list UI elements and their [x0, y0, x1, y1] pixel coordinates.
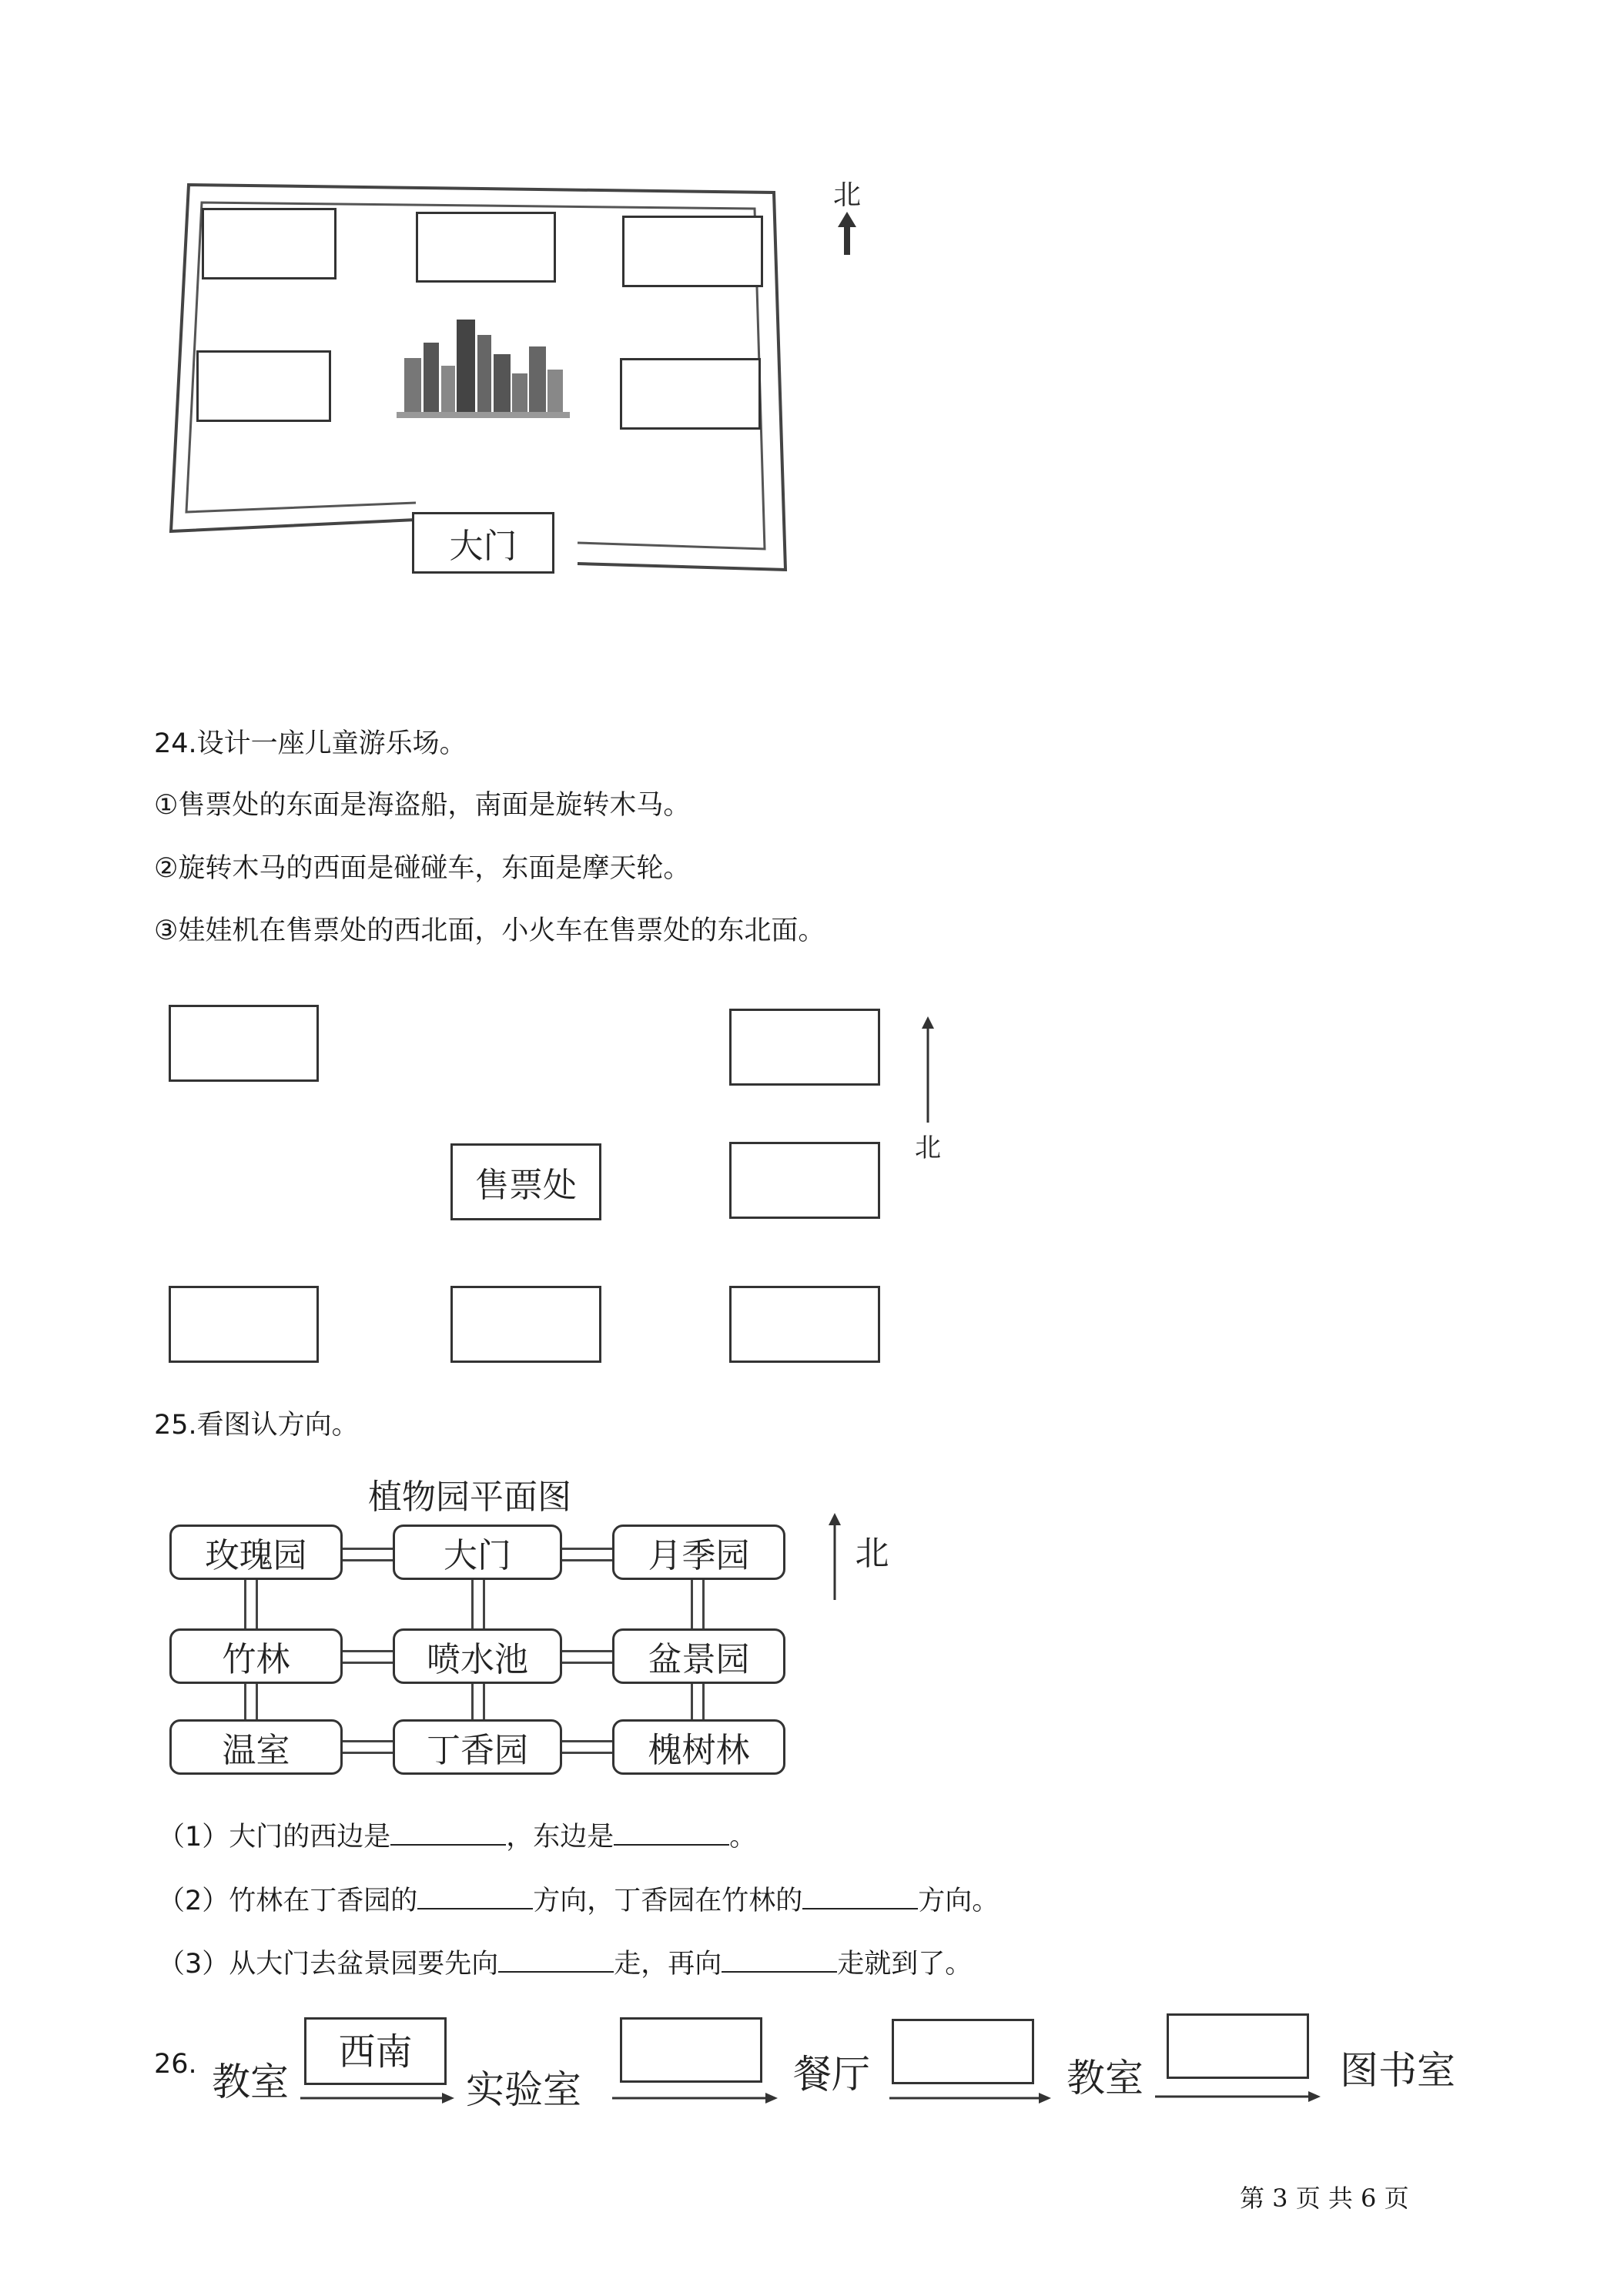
q25-sub2-part-a: （2）竹林在丁香园的	[158, 1886, 418, 1916]
park-map-figure	[154, 181, 793, 581]
q25-compass-label: 北	[855, 1533, 889, 1573]
q24-compass-label: 北	[915, 1133, 941, 1163]
north-arrow-icon	[835, 210, 859, 256]
botanical-map-title: 植物园平面图	[368, 1478, 571, 1517]
q24-clue-1: ①售票处的东面是海盗船，南面是旋转木马。	[154, 790, 691, 821]
q24-clue-2: ②旋转木马的西面是碰碰车，东面是摩天轮。	[154, 853, 691, 884]
page-footer: 第 3 页 共 6 页	[1240, 2184, 1409, 2213]
answer-blank[interactable]	[417, 1885, 533, 1909]
playground-box-s[interactable]	[450, 1286, 601, 1363]
q25-sub3-part-b: 走，再向	[614, 1949, 722, 1980]
park-compass	[828, 176, 866, 260]
garden-bonsai: 盆景园	[612, 1628, 785, 1684]
q25-north-arrow-icon	[825, 1513, 844, 1602]
connector	[691, 1578, 705, 1632]
connector	[244, 1681, 258, 1723]
park-slot-1	[202, 208, 337, 279]
gate-label: 大门	[449, 527, 517, 566]
route-place-2: 实验室	[466, 2067, 581, 2112]
q25-sub2	[158, 1885, 999, 1917]
q25-sub1-part-b: ，东边是	[506, 1822, 614, 1853]
answer-blank[interactable]	[614, 1821, 729, 1846]
connector	[343, 1650, 393, 1664]
ticket-office-label: 售票处	[475, 1166, 577, 1205]
garden-chinese-rose: 月季园	[612, 1525, 785, 1580]
answer-blank[interactable]	[498, 1948, 614, 1973]
route-arrow-icon	[612, 2087, 778, 2110]
q24-north-arrow-icon	[919, 1016, 937, 1124]
garden-bamboo: 竹林	[169, 1628, 343, 1684]
q25-sub1-part-c: 。	[729, 1822, 757, 1853]
route-answer-box-3[interactable]	[892, 2019, 1034, 2084]
garden-gate: 大门	[393, 1525, 562, 1580]
route-arrow-icon	[300, 2087, 454, 2110]
garden-greenhouse: 温室	[169, 1719, 343, 1775]
q25-sub2-part-c: 方向。	[918, 1886, 1000, 1916]
route-answer-box-4[interactable]	[1167, 2013, 1309, 2079]
route-arrow-icon	[1155, 2085, 1321, 2108]
q26-number: 26.	[154, 2049, 197, 2080]
connector	[471, 1681, 485, 1723]
playground-box-sw[interactable]	[169, 1286, 319, 1363]
q25-sub2-part-b: 方向，丁香园在竹林的	[533, 1886, 803, 1916]
answer-blank[interactable]	[390, 1821, 506, 1846]
q25-sub3-part-a: （3）从大门去盆景园要先向	[158, 1949, 499, 1980]
garden-rose: 玫瑰园	[169, 1525, 343, 1580]
q24-title: 24.设计一座儿童游乐场。	[154, 728, 467, 759]
connector	[471, 1578, 485, 1632]
playground-box-nw[interactable]	[169, 1005, 319, 1082]
answer-blank[interactable]	[802, 1885, 918, 1909]
connector	[343, 1740, 393, 1754]
route-answer-1: 西南	[338, 2030, 413, 2073]
playground-box-se[interactable]	[729, 1286, 880, 1363]
q25-sub1	[158, 1821, 756, 1853]
garden-lilac: 丁香园	[393, 1719, 562, 1775]
park-slot-5	[620, 358, 761, 430]
route-arrow-icon	[889, 2087, 1051, 2110]
botanical-map	[169, 1521, 801, 1775]
q24-clue-3: ③娃娃机在售票处的西北面，小火车在售票处的东北面。	[154, 915, 825, 946]
connector	[562, 1650, 612, 1664]
playground-box-ne[interactable]	[729, 1009, 880, 1086]
garden-locust: 槐树林	[612, 1719, 785, 1775]
connector	[562, 1740, 612, 1754]
connector	[691, 1681, 705, 1723]
park-slot-4	[196, 350, 331, 422]
route-place-5: 图书室	[1340, 2048, 1455, 2093]
playground-box-e[interactable]	[729, 1142, 880, 1219]
park-slot-3	[622, 216, 763, 287]
route-place-4: 教室	[1066, 2056, 1143, 2100]
route-diagram	[200, 2010, 1478, 2117]
route-place-3: 餐厅	[793, 2052, 870, 2097]
connector	[343, 1548, 393, 1561]
route-answer-box-2[interactable]	[620, 2017, 762, 2083]
route-place-1: 教室	[212, 2060, 289, 2104]
q25-sub3	[158, 1948, 972, 1980]
q25-sub1-part-a: （1）大门的西边是	[158, 1822, 391, 1853]
q25-sub3-part-c: 走就到了。	[837, 1949, 973, 1980]
park-slot-2	[416, 212, 556, 283]
garden-fountain: 喷水池	[393, 1628, 562, 1684]
city-buildings-icon	[397, 312, 570, 420]
playground-grid	[166, 989, 966, 1382]
compass-north-label: 北	[832, 179, 861, 211]
q25-title: 25.看图认方向。	[154, 1410, 359, 1441]
connector	[244, 1578, 258, 1632]
answer-blank[interactable]	[722, 1948, 837, 1973]
connector	[562, 1548, 612, 1561]
